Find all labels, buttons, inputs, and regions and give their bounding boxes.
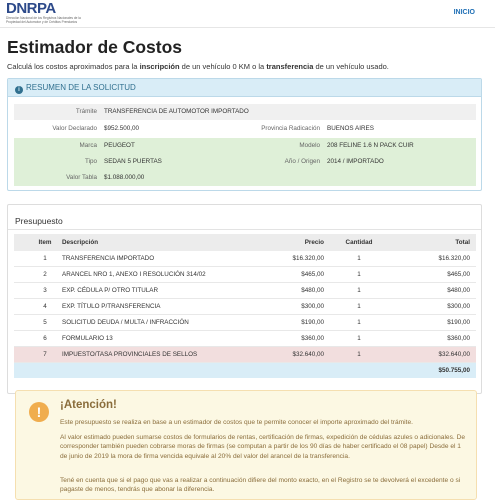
alert-paragraph-1: Este presupuesto se realiza en base a un estimador de costos que te permite conocer el importe aproximado del trámite. bbox=[60, 419, 413, 426]
modelo-value: 208 FELINE 1.6 N PACK CUIR bbox=[327, 142, 414, 149]
provincia-label: Provincia Radicación bbox=[261, 125, 320, 132]
page-title: Estimador de Costos bbox=[7, 37, 183, 57]
budget-divider bbox=[8, 229, 481, 230]
summary-row-valor-declarado bbox=[14, 121, 476, 137]
table-row: 4 EXP. TÍTULO P/TRANSFERENCIA $300,00 1 $300,00 bbox=[14, 299, 476, 315]
summary-row-valor-tabla bbox=[14, 170, 476, 186]
alert-paragraph-3: Tené en cuenta que si el pago que vas a realizar a continuación difiere del monto exacto, en el Registro se te devolverá el excedente o si pagaste de menos, tendrás que abonar la diferencia. bbox=[60, 477, 461, 494]
dnrpa-logo[interactable] bbox=[6, 1, 96, 25]
summary-row-tramite bbox=[14, 104, 476, 120]
budget-total-row bbox=[14, 363, 476, 378]
tipo-label: Tipo bbox=[84, 158, 97, 165]
col-header-precio: Precio bbox=[304, 239, 324, 246]
table-row-highlighted: 7 IMPUESTO/TASA PROVINCIALES DE SELLOS $32.640,00 1 $32.640,00 bbox=[14, 347, 476, 363]
col-header-total: Total bbox=[455, 239, 470, 246]
modelo-label: Modelo bbox=[299, 142, 320, 149]
valor-tabla-label: Valor Tabla bbox=[66, 174, 97, 181]
col-header-item: Item bbox=[38, 239, 52, 246]
page-subtitle: Calculá los costos aproximados para la inscripción de un vehículo 0 KM o la transferencia de un vehículo usado. bbox=[7, 62, 389, 71]
warning-icon: ! bbox=[29, 402, 49, 422]
summary-heading-label: RESUMEN DE LA SOLICITUD bbox=[26, 83, 136, 92]
logo-subtext: Dirección Nacional de los Registros Nacionales de la Propiedad del Automotor y de Créditos Prendarios bbox=[6, 16, 81, 24]
anio-origen-label: Año / Origen bbox=[284, 158, 320, 165]
budget-grand-total: $50.755,00 bbox=[438, 367, 470, 374]
budget-table-header bbox=[14, 234, 476, 251]
table-row: 5 SOLICITUD DEUDA / MULTA / INFRACCIÓN $190,00 1 $190,00 bbox=[14, 315, 476, 331]
marca-value: PEUGEOT bbox=[104, 142, 135, 149]
valor-declarado-value: $952.500,00 bbox=[104, 125, 140, 132]
table-row: 3 EXP. CÉDULA P/ OTRO TITULAR $480,00 1 $480,00 bbox=[14, 283, 476, 299]
table-row: 1 TRANSFERENCIA IMPORTADO $16.320,00 1 $16.320,00 bbox=[14, 251, 476, 267]
col-header-cantidad: Cantidad bbox=[345, 239, 373, 246]
budget-panel bbox=[7, 204, 482, 394]
summary-row-tipo bbox=[14, 154, 476, 170]
tramite-value: TRANSFERENCIA DE AUTOMOTOR IMPORTADO bbox=[104, 108, 249, 115]
summary-row-marca bbox=[14, 138, 476, 154]
alert-paragraph-2: Al valor estimado pueden sumarse costos de formularios de rentas, certificación de firmas, expedición de cédulas azules o adicionales. De corresponder también pueden cobrarse moras de firmas (se computan a partir de los 90 días de haber certificado el 08 papel) Desde el 1 de junio de 2019 la mora de firma vencida equivale al 20% del valor del arancel de la transferencia. bbox=[60, 434, 465, 460]
top-navbar bbox=[0, 0, 495, 28]
table-row: 2 ARANCEL NRO 1, ANEXO I RESOLUCIÓN 314/02 $465,00 1 $465,00 bbox=[14, 267, 476, 283]
provincia-value: BUENOS AIRES bbox=[327, 125, 374, 132]
tipo-value: SEDAN 5 PUERTAS bbox=[104, 158, 162, 165]
anio-origen-value: 2014 / IMPORTADO bbox=[327, 158, 384, 165]
logo-text: DNRPA bbox=[6, 0, 56, 17]
summary-heading bbox=[8, 79, 481, 97]
alert-title: ¡Atención! bbox=[60, 399, 117, 411]
col-header-descripcion: Descripción bbox=[62, 239, 99, 246]
table-row: 6 FORMULARIO 13 $360,00 1 $360,00 bbox=[14, 331, 476, 347]
info-icon: i bbox=[15, 86, 23, 94]
valor-tabla-value: $1.088.000,00 bbox=[104, 174, 145, 181]
valor-declarado-label: Valor Declarado bbox=[52, 125, 97, 132]
attention-alert bbox=[15, 390, 477, 500]
budget-title: Presupuesto bbox=[15, 216, 63, 226]
marca-label: Marca bbox=[79, 142, 97, 149]
summary-panel bbox=[7, 78, 482, 191]
tramite-label: Trámite bbox=[75, 108, 97, 115]
nav-link-inicio[interactable]: INICIO bbox=[453, 9, 475, 16]
